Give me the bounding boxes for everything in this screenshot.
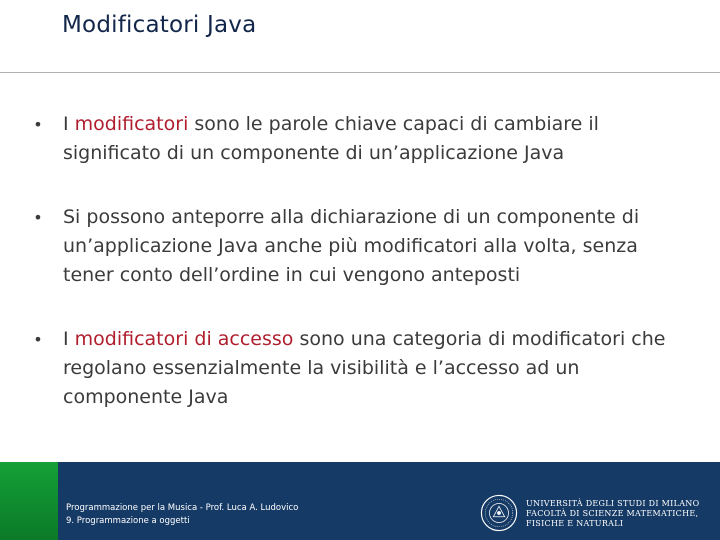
- footer-text: [66, 502, 298, 528]
- footer-lesson-line: 9. Programmazione a oggetti: [66, 516, 190, 526]
- bullet-dot-icon: •: [33, 115, 43, 134]
- bullet-text: I: [63, 113, 75, 135]
- university-line-3: FISICHE E NATURALI: [526, 519, 624, 528]
- university-name: [526, 499, 699, 529]
- title-divider: [0, 72, 720, 73]
- bullet-text: I: [63, 328, 75, 350]
- highlighted-term: modificatori: [74, 113, 189, 135]
- bullet-item: [28, 203, 678, 290]
- bullet-text: Si possono anteporre alla dichiarazione di un componente di un’applicazione Java anche più modificatori alla volta, senza tener conto dell’ordine in cui vengono anteposti: [63, 206, 640, 286]
- bullet-dot-icon: •: [33, 330, 43, 349]
- university-seal-icon: [480, 494, 518, 532]
- university-line-2: FACOLTÀ DI SCIENZE MATEMATICHE,: [526, 509, 699, 518]
- bullet-text: sono le parole chiave capaci di cambiare il significato di un componente di un’applicazione Java: [63, 113, 599, 164]
- footer-panel: [58, 462, 720, 540]
- slide-title: Modificatori Java: [62, 12, 257, 38]
- bullet-item: [28, 325, 678, 412]
- bullet-dot-icon: •: [33, 208, 43, 227]
- footer-bar: [0, 462, 720, 540]
- bullet-text: sono una categoria di modificatori che regolano essenzialmente la visibilità e l’accesso ad un componente Java: [63, 328, 666, 408]
- bullet-list: [28, 110, 678, 412]
- highlighted-term: modificatori di accesso: [74, 328, 294, 350]
- university-line-1: UNIVERSITÀ DEGLI STUDI DI MILANO: [526, 499, 700, 508]
- bullet-item: [28, 110, 678, 168]
- footer-course-line: Programmazione per la Musica - Prof. Luca A. Ludovico: [66, 503, 299, 513]
